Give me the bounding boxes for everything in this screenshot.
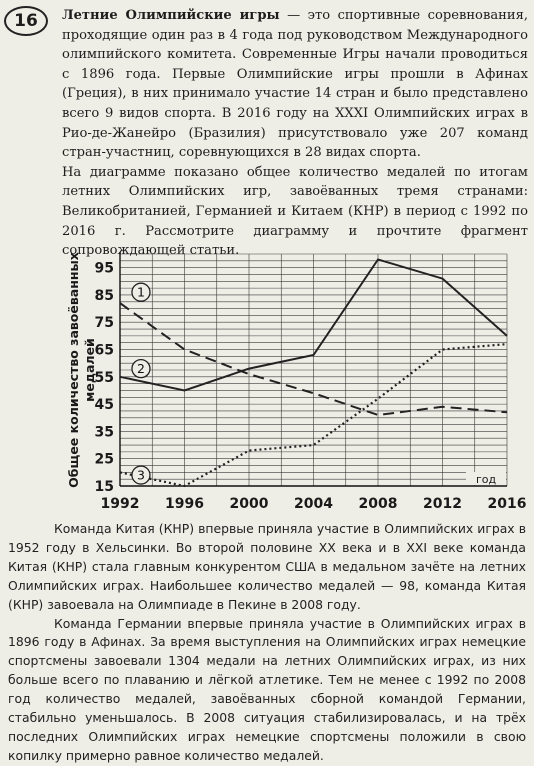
task-number: 16 xyxy=(4,6,48,36)
x-tick-label: 2008 xyxy=(359,496,398,512)
chart-grid xyxy=(120,254,507,486)
x-tick-label: 2004 xyxy=(294,496,333,512)
x-tick-label: 2016 xyxy=(488,496,527,512)
x-axis-label: год xyxy=(476,473,497,486)
x-tick-label: 1992 xyxy=(101,496,140,512)
y-tick-label: 95 xyxy=(95,261,114,277)
x-tick-label: 1996 xyxy=(165,496,204,512)
intro-text: — это спортивные соревнования, проходящие один раз в 4 года под руководством Международного олимпийского комитета. Современные Игры начали проводиться с 1896 года. Первые Олимпийские игры прошли в Афинах (Греция), в них принимало участие 14 стран и было представлено всего 9 видов спорта. В 2016 году на XXXI Олимпийских играх в Рио-де-Жанейро (Бразилия) присутствовало уже 207 команд стран-участниц, соревнующихся в 28 видах спорта. xyxy=(62,8,528,160)
x-tick-label: 2012 xyxy=(423,496,462,512)
y-tick-label: 35 xyxy=(95,424,114,440)
x-tick-label: 2000 xyxy=(230,496,269,512)
series-marker-label-2: 2 xyxy=(137,361,145,376)
y-tick-label: 85 xyxy=(95,288,114,304)
article-paragraph-germany: Команда Германии впервые приняла участие в Олимпийских играх в 1896 году в Афинах. За время выступления на Олимпийских играх немецкие спортсмены завоевали 1304 медали на летних Олимпийских играх, из них больше всего по плаванию и лёгкой атлетике. Тем не менее с 1992 по 2008 год количество медалей, завоёванных сборной командой Германии, стабильно уменьшалось. В 2008 ситуация стабилизировалась, и на трёх последних Олимпийских играх немецкие спортсмены положили в свою копилку примерно равное количество медалей. xyxy=(8,615,526,766)
y-axis-label: Общее количество завоёванныхмедалей xyxy=(66,252,97,488)
intro-term: Летние Олимпийские игры xyxy=(62,8,280,23)
task-instruction: На диаграмме показано общее количество медалей по итогам летних Олимпийских игр, завоёванных тремя странами: Великобританией, Германией и Китаем (КНР) в период с 1992 по 2016 г. Рассмотрите диаграмму и прочтите фрагмент сопровождающей статьи. xyxy=(62,163,528,261)
series-marker-label-1: 1 xyxy=(137,285,145,300)
task-intro xyxy=(62,6,528,261)
article-fragment xyxy=(8,520,526,766)
article-paragraph-china: Команда Китая (КНР) впервые приняла участие в Олимпийских играх в 1952 году в Хельсинки. Во второй половине XX века и в XXI веке команда Китая (КНР) стала главным конкурентом США в медальном зачёте на летних Олимпийских играх. Наибольшее количество медалей — 98, команда Китая (КНР) завоевала на Олимпиаде в Пекине в 2008 году. xyxy=(8,520,526,615)
medals-line-chart xyxy=(0,246,534,518)
y-tick-label: 75 xyxy=(95,315,114,331)
y-tick-label: 65 xyxy=(95,343,114,359)
y-tick-label: 25 xyxy=(95,452,114,468)
y-tick-label: 55 xyxy=(95,370,114,386)
y-tick-label: 45 xyxy=(95,397,114,413)
series-marker-label-3: 3 xyxy=(137,468,145,483)
y-tick-label: 15 xyxy=(95,479,114,495)
